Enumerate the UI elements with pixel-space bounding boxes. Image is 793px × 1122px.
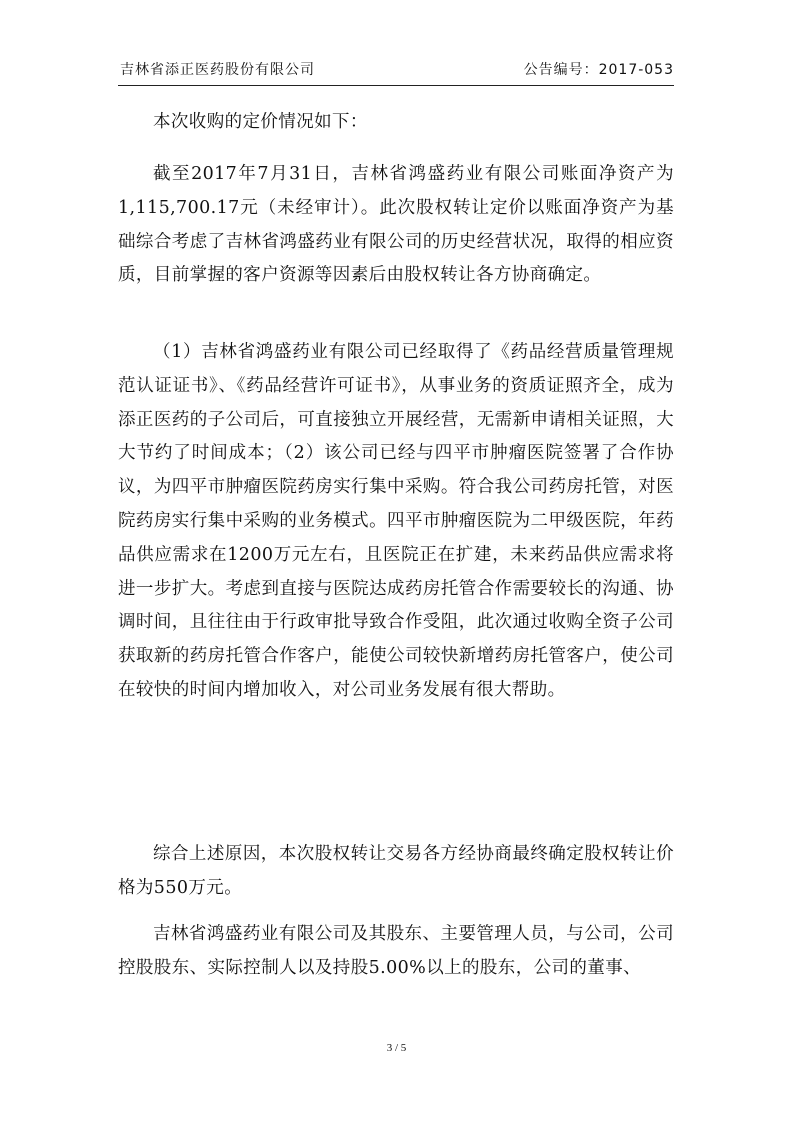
company-name: 吉林省添正医药股份有限公司 <box>120 62 315 78</box>
page-header <box>118 55 674 86</box>
paragraph-intro: 本次收购的定价情况如下： <box>153 112 368 132</box>
notice-number: 公告编号：2017-053 <box>523 62 674 78</box>
paragraph-price-conclusion: 综合上述原因，本次股权转让交易各方经协商最终确定股权转让价格为550万元。 <box>118 844 674 898</box>
paragraph-net-assets: 截至2017年7月31日，吉林省鸿盛药业有限公司账面净资产为1,115,700.17元（未经审计）。此次股权转让定价以账面净资产为基础综合考虑了吉林省鸿盛药业有限公司的历史经营状况，取得的相应资质，目前掌握的客户资源等因素后由股权转让各方协商确定。 <box>118 164 674 286</box>
page-number: 3 / 5 <box>386 1042 407 1054</box>
paragraph-related-parties: 吉林省鸿盛药业有限公司及其股东、主要管理人员，与公司，公司控股股东、实际控制人以及持股5.00%以上的股东，公司的董事、 <box>118 924 674 978</box>
paragraph-reasons: （1）吉林省鸿盛药业有限公司已经取得了《药品经营质量管理规范认证证书》、《药品经营许可证书》，从事业务的资质证照齐全，成为添正医药的子公司后，可直接独立开展经营，无需新申请相关证照，大大节约了时间成本；（2）该公司已经与四平市肿瘤医院签署了合作协议，为四平市肿瘤医院药房实行集中采购。符合我公司药房托管，对医院药房实行集中采购的业务模式。四平市肿瘤医院为二甲级医院，年药品供应需求在1200万元左右，且医院正在扩建，未来药品供应需求将进一步扩大。考虑到直接与医院达成药房托管合作需要较长的沟通、协调时间，且往往由于行政审批导致合作受阻，此次通过收购全资子公司获取新的药房托管合作客户，能使公司较快新增药房托管客户，使公司在较快的时间内增加收入，对公司业务发展有很大帮助。 <box>118 342 674 700</box>
